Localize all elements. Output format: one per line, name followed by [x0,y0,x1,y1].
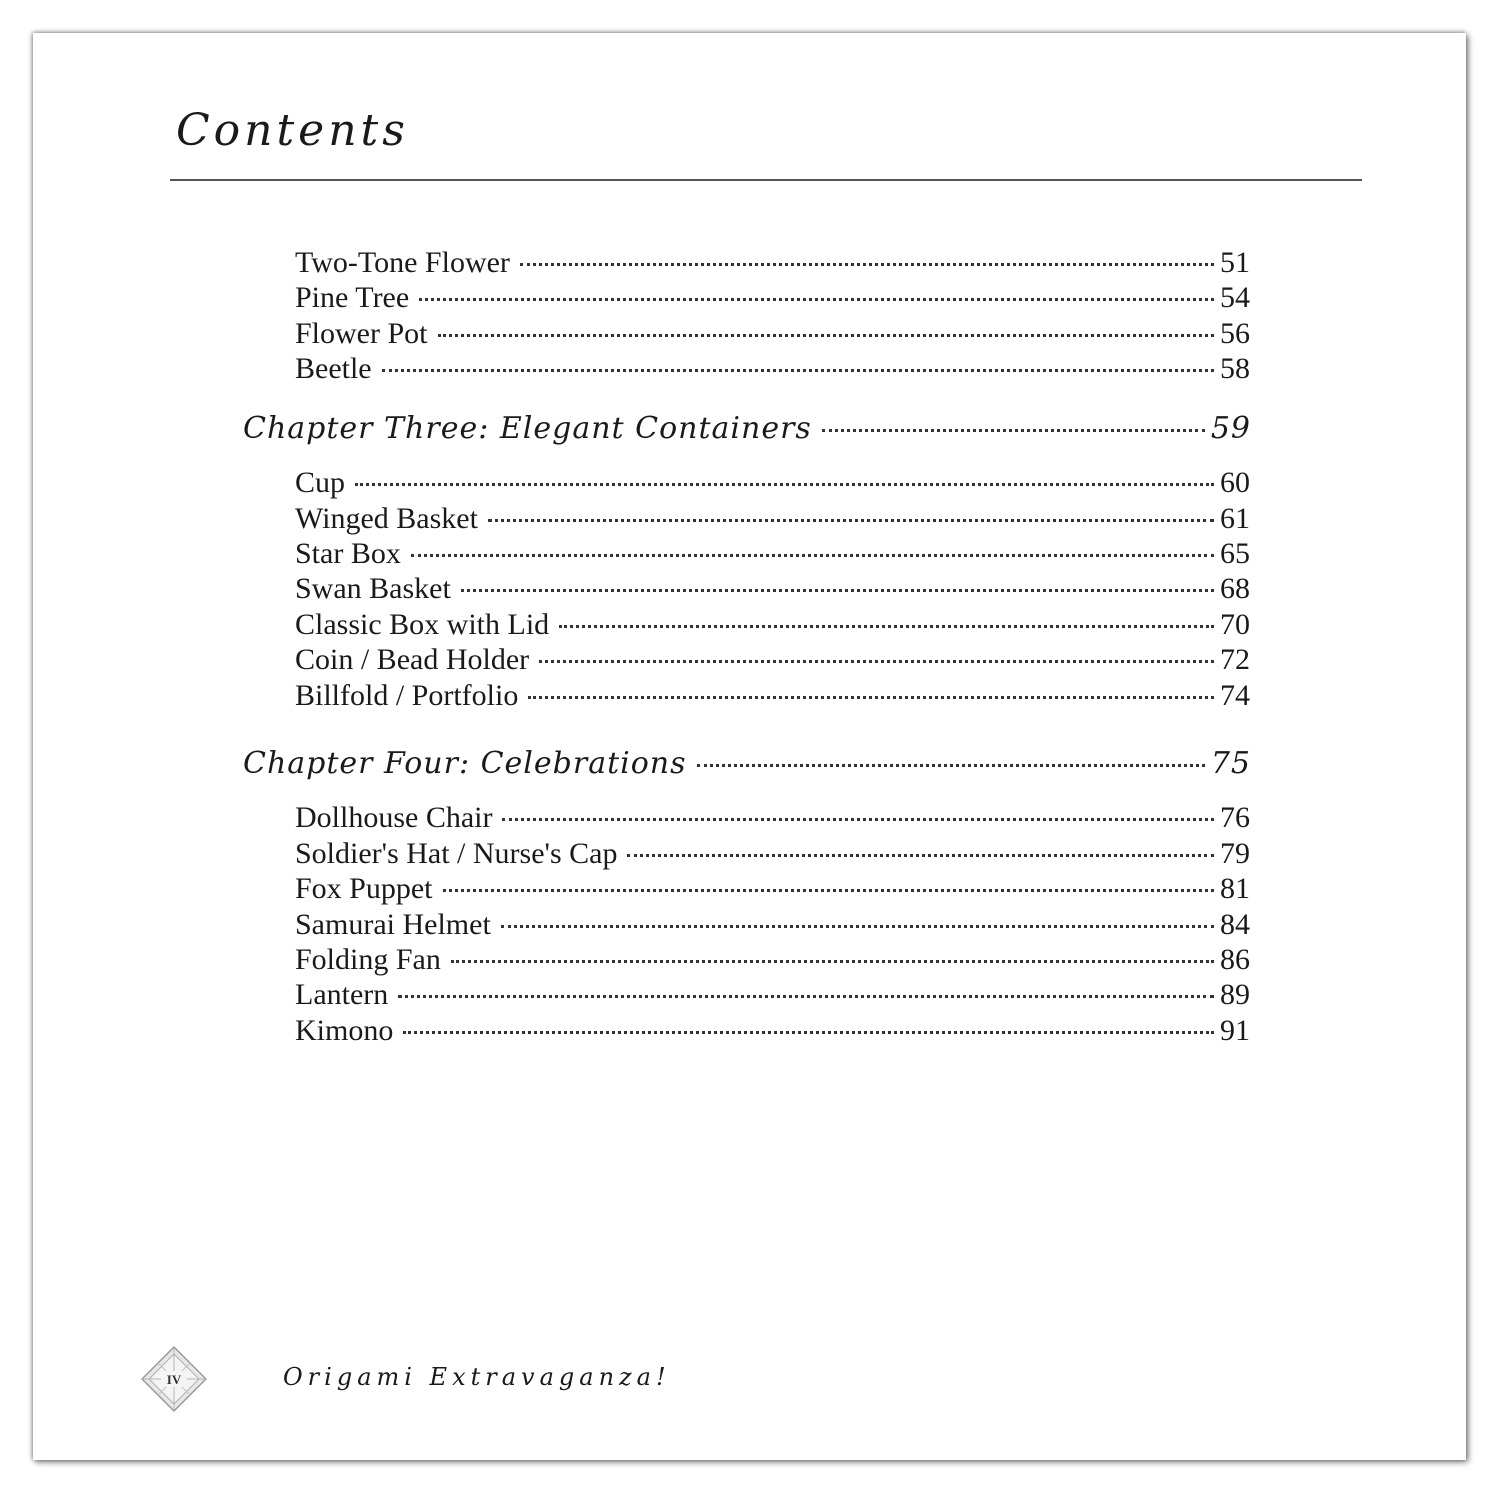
dot-leader [559,625,1214,628]
dot-leader [443,889,1214,892]
toc-entry-row[interactable] [295,281,1250,317]
dot-leader [488,519,1214,522]
toc-entry-row[interactable] [295,908,1250,944]
toc-entry-row[interactable] [295,978,1250,1014]
dot-leader [627,854,1214,857]
toc-entry-row[interactable] [295,352,1250,388]
toc-entry-row[interactable] [295,572,1250,608]
dot-leader [419,298,1214,301]
dot-leader [411,554,1214,557]
toc-page-number: 51 [1220,246,1250,279]
toc-page-number: 72 [1220,643,1250,676]
dot-leader [403,1031,1214,1034]
footer-book-title: Origami Extravaganza! [283,1363,671,1391]
toc-page-number: 59 [1210,411,1251,446]
toc-label: Flower Pot [295,317,428,350]
toc-entry-row[interactable] [295,943,1250,979]
toc-entry-row[interactable] [295,643,1250,679]
toc-label: Star Box [295,537,401,570]
toc-label: Billfold / Portfolio [295,679,519,712]
toc-page-number: 91 [1220,1014,1250,1047]
toc-label: Lantern [295,978,389,1011]
dot-leader [697,764,1205,767]
toc-label: Soldier's Hat / Nurse's Cap [295,837,618,870]
toc-page-number: 65 [1220,537,1250,570]
toc-entry-row[interactable] [295,466,1250,502]
title-rule [170,179,1362,181]
book-page [33,33,1466,1460]
toc-chapter-row[interactable] [243,746,1251,788]
page-title: Contents [176,105,409,156]
toc-page-number: 56 [1220,317,1250,350]
dot-leader [822,429,1205,432]
toc-page-number: 70 [1220,608,1250,641]
toc-label: Winged Basket [295,502,478,535]
dot-leader [501,925,1214,928]
toc-entry-row[interactable] [295,317,1250,353]
toc-page-number: 75 [1210,746,1251,781]
dot-leader [520,263,1214,266]
toc-page-number: 76 [1220,801,1250,834]
footer-page-number: IV [166,1372,182,1387]
toc-entry-row[interactable] [295,1014,1250,1050]
toc-entry-row[interactable] [295,502,1250,538]
toc-entry-row[interactable] [295,801,1250,837]
toc-label: Samurai Helmet [295,908,491,941]
toc-entry-row[interactable] [295,837,1250,873]
dot-leader [438,334,1214,337]
toc-chapter-row[interactable] [243,411,1251,453]
diamond-origami-icon [141,1346,207,1412]
toc-label: Coin / Bead Holder [295,643,530,676]
toc-entry-row[interactable] [295,246,1250,282]
toc-label: Cup [295,466,346,499]
dot-leader [461,589,1214,592]
dot-leader [539,660,1214,663]
toc-label: Fox Puppet [295,872,433,905]
toc-page-number: 89 [1220,978,1250,1011]
dot-leader [528,696,1214,699]
dot-leader [502,818,1214,821]
toc-page-number: 79 [1220,837,1250,870]
toc-page-number: 54 [1220,281,1250,314]
toc-label: Chapter Four: Celebrations [243,746,687,781]
toc-label: Dollhouse Chair [295,801,493,834]
toc-page-number: 61 [1220,502,1250,535]
dot-leader [355,483,1214,486]
toc-entry-row[interactable] [295,872,1250,908]
toc-label: Swan Basket [295,572,451,605]
toc-label: Beetle [295,352,372,385]
dot-leader [451,960,1214,963]
toc-page-number: 81 [1220,872,1250,905]
dot-leader [382,369,1214,372]
dot-leader [398,995,1214,998]
toc-page-number: 86 [1220,943,1250,976]
toc-entry-row[interactable] [295,608,1250,644]
toc-label: Kimono [295,1014,394,1047]
toc-label: Chapter Three: Elegant Containers [243,411,812,446]
toc-label: Two-Tone Flower [295,246,510,279]
toc-label: Folding Fan [295,943,441,976]
toc-page-number: 68 [1220,572,1250,605]
toc-entry-row[interactable] [295,679,1250,715]
toc-label: Pine Tree [295,281,410,314]
toc-entry-row[interactable] [295,537,1250,573]
toc-page-number: 84 [1220,908,1250,941]
toc-page-number: 74 [1220,679,1250,712]
toc-page-number: 60 [1220,466,1250,499]
toc-label: Classic Box with Lid [295,608,550,641]
toc-page-number: 58 [1220,352,1250,385]
